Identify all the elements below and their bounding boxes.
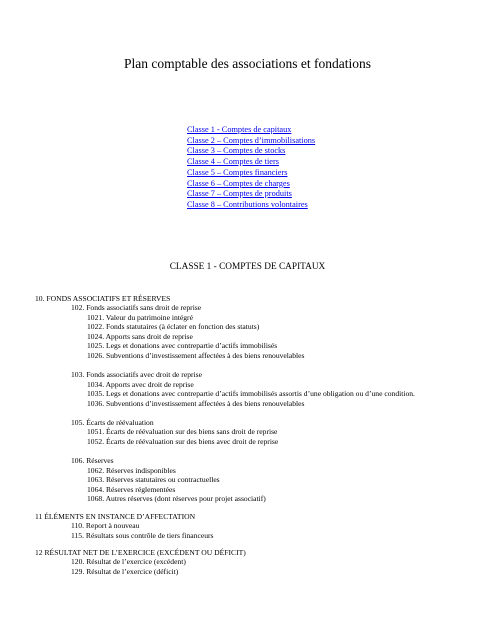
page-title: Plan comptable des associations et fondations bbox=[123, 56, 372, 71]
account-103: 103. Fonds associatifs avec droit de reprise bbox=[71, 370, 202, 380]
account-item: 1036. Subventions d’investissement affectées à des biens renouvelables bbox=[87, 398, 305, 408]
toc-link-classe-1[interactable]: Classe 1 - Comptes de capitaux bbox=[187, 125, 292, 134]
account-item: 1051. Écarts de réévaluation sur des biens sans droit de reprise bbox=[87, 427, 278, 437]
toc-link-classe-7[interactable]: Classe 7 – Comptes de produits bbox=[187, 189, 292, 199]
account-group-11 bbox=[35, 512, 490, 540]
account-item: 1021. Valeur du patrimoine intégré bbox=[87, 312, 193, 322]
section-heading: CLASSE 1 - COMPTES DE CAPITAUX bbox=[169, 262, 326, 272]
toc-link-classe-6[interactable]: Classe 6 – Comptes de charges bbox=[187, 178, 290, 188]
account-group-10 bbox=[35, 294, 490, 504]
table-of-contents bbox=[187, 125, 315, 211]
account-item: 129. Résultat de l’exercice (déficit) bbox=[71, 566, 179, 576]
account-group-12 bbox=[35, 548, 490, 576]
toc-link-classe-5[interactable]: Classe 5 – Comptes financiers bbox=[187, 167, 288, 177]
toc-link-classe-3[interactable]: Classe 3 – Comptes de stocks bbox=[187, 146, 286, 156]
account-item: 1052. Écarts de réévaluation sur des biens avec droit de reprise bbox=[87, 436, 279, 446]
account-item: 1063. Réserves statutaires ou contractuelles bbox=[87, 475, 220, 485]
toc-link-classe-8[interactable]: Classe 8 – Contributions volontaires bbox=[187, 199, 308, 209]
account-item: 1025. Legs et donations avec contrepartie d’actifs immobilisés bbox=[87, 341, 278, 351]
account-item: 110. Report à nouveau bbox=[71, 521, 140, 531]
account-item: 120. Résultat de l’exercice (excédent) bbox=[71, 557, 186, 567]
account-item: 1024. Apports sans droit de reprise bbox=[87, 331, 193, 341]
group-heading: 12 RÉSULTAT NET DE L’EXERCICE (EXCÉDENT OU DÉFICIT) bbox=[35, 547, 246, 557]
group-heading: 11 ÉLÉMENTS EN INSTANCE D’AFFECTATION bbox=[35, 511, 196, 521]
account-item: 115. Résultats sous contrôle de tiers financeurs bbox=[71, 530, 214, 540]
account-106: 106. Réserves bbox=[71, 456, 114, 466]
toc-link-classe-2[interactable]: Classe 2 – Comptes d’immobilisations bbox=[187, 135, 316, 145]
account-item: 1034. Apports avec droit de reprise bbox=[87, 379, 194, 389]
account-102: 102. Fonds associatifs sans droit de reprise bbox=[71, 303, 202, 313]
account-item: 1064. Réserves réglementées bbox=[87, 484, 176, 494]
account-item: 1035. Legs et donations avec contrepartie d’actifs immobilisés assortis d’une obligation ou d’une condition. bbox=[87, 389, 415, 399]
account-item: 1026. Subventions d’investissement affectées à des biens renouvelables bbox=[87, 350, 305, 360]
account-list bbox=[35, 294, 490, 584]
group-heading: 10. FONDS ASSOCIATIFS ET RÉSERVES bbox=[35, 294, 171, 303]
account-item: 1022. Fonds statutaires (à éclater en fonction des statuts) bbox=[87, 322, 260, 332]
account-item: 1068. Autres réserves (dont réserves pour projet associatif) bbox=[87, 494, 266, 504]
toc-link-classe-4[interactable]: Classe 4 – Comptes de tiers bbox=[187, 157, 279, 167]
account-105: 105. Écarts de réévaluation bbox=[71, 417, 154, 427]
account-item: 1062. Réserves indisponibles bbox=[87, 465, 176, 475]
